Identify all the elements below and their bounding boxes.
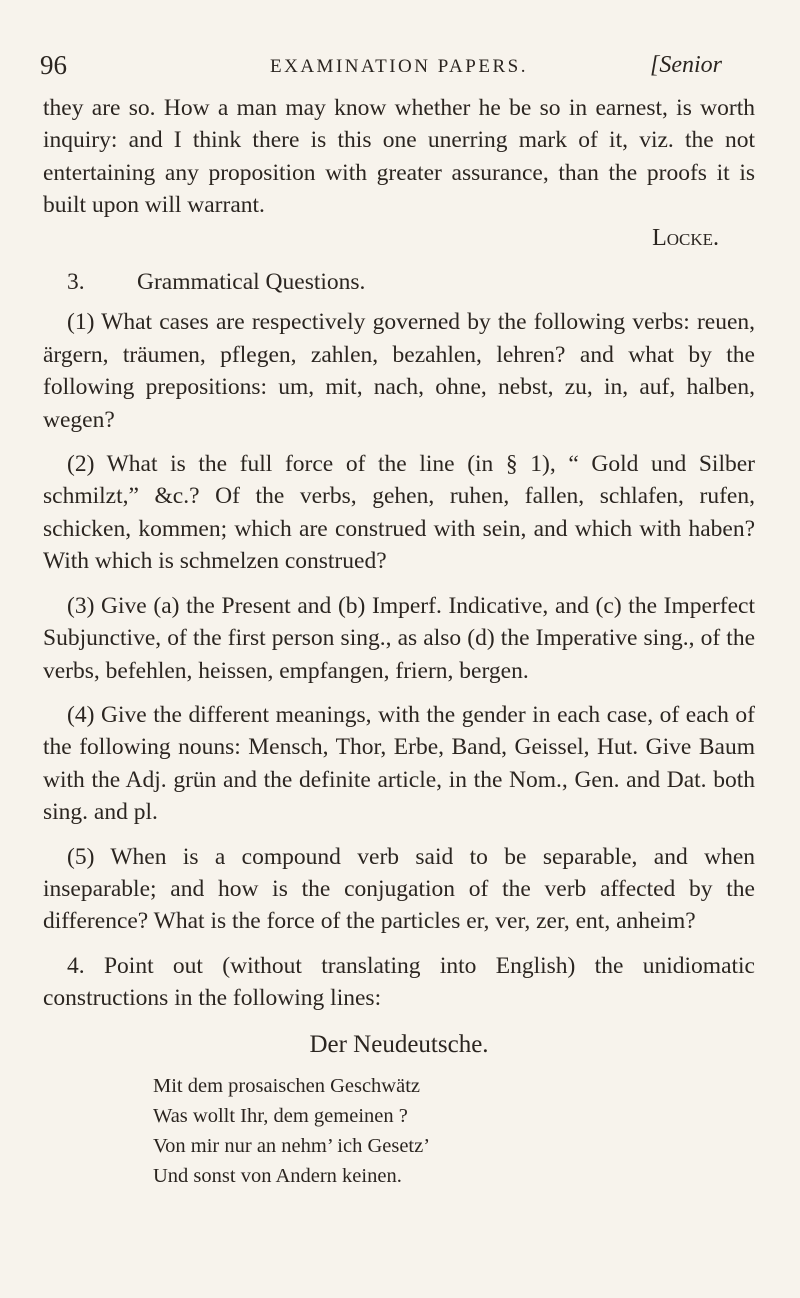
page-body	[43, 92, 755, 1191]
section-number: 3.	[67, 269, 85, 296]
poem-title: Der Neudeutsche.	[309, 1030, 489, 1058]
poem-line: Und sonst von Andern keinen.	[153, 1164, 402, 1187]
question-5: (5) When is a compound verb said to be separable, and when inseparable; and how is the conjugation of the verb affected by the difference? What is the force of the particles er, ver, zer, ent, anheim?	[43, 843, 755, 935]
poem-line: Von mir nur an nehm’ ich Gesetz’	[153, 1134, 431, 1157]
question-2: (2) What is the full force of the line (in § 1), “ Gold und Silber schmilzt,” &c.? Of the verbs, gehen, ruhen, fallen, schlafen, rufen, schicken, kommen; which are construed with sein, and which with haben? With which is schmelzen construed?	[43, 451, 755, 575]
section-title: Grammatical Questions.	[137, 269, 366, 296]
poem-line: Mit dem prosaischen Geschwätz	[153, 1074, 420, 1097]
poem	[153, 1071, 755, 1191]
poem-line: Was wollt Ihr, dem gemeinen ?	[153, 1104, 408, 1127]
question-1: (1) What cases are respectively governed by the following verbs: reuen, ärgern, träumen, pflegen, zahlen, bezahlen, lehren? and what by the following prepositions: um, mit, nach, ohne, nebst, zu, in, auf, halben, wegen?	[43, 309, 755, 433]
question-3: (3) Give (a) the Present and (b) Imperf. Indicative, and (c) the Imperfect Subjunctive, of the first person sing., as also (d) the Imperative sing., of the verbs, befehlen, heissen, empfangen, friern, bergen.	[43, 592, 755, 684]
question-4: (4) Give the different meanings, with the gender in each case, of each of the following nouns: Mensch, Thor, Erbe, Band, Geissel, Hut. Give Baum with the Adj. grün and the definite article, in the Nom., Gen. and Dat. both sing. and pl.	[43, 701, 755, 826]
section-heading	[43, 266, 755, 298]
signature: Locke.	[652, 224, 719, 251]
section-4: 4. Point out (without translating into English) the unidiomatic constructions in the following lines:	[43, 952, 755, 1012]
running-title: EXAMINATION PAPERS.	[270, 56, 528, 77]
section-label: [Senior	[650, 52, 722, 78]
page-number: 96	[40, 50, 67, 80]
opening-paragraph: they are so. How a man may know whether he be so in earnest, is worth inquiry: and I think there is this one unerring mark of it, viz. the not entertaining any proposition with greater assurance, than the proofs it is built upon will warrant.	[43, 95, 755, 219]
page-header	[40, 50, 760, 90]
